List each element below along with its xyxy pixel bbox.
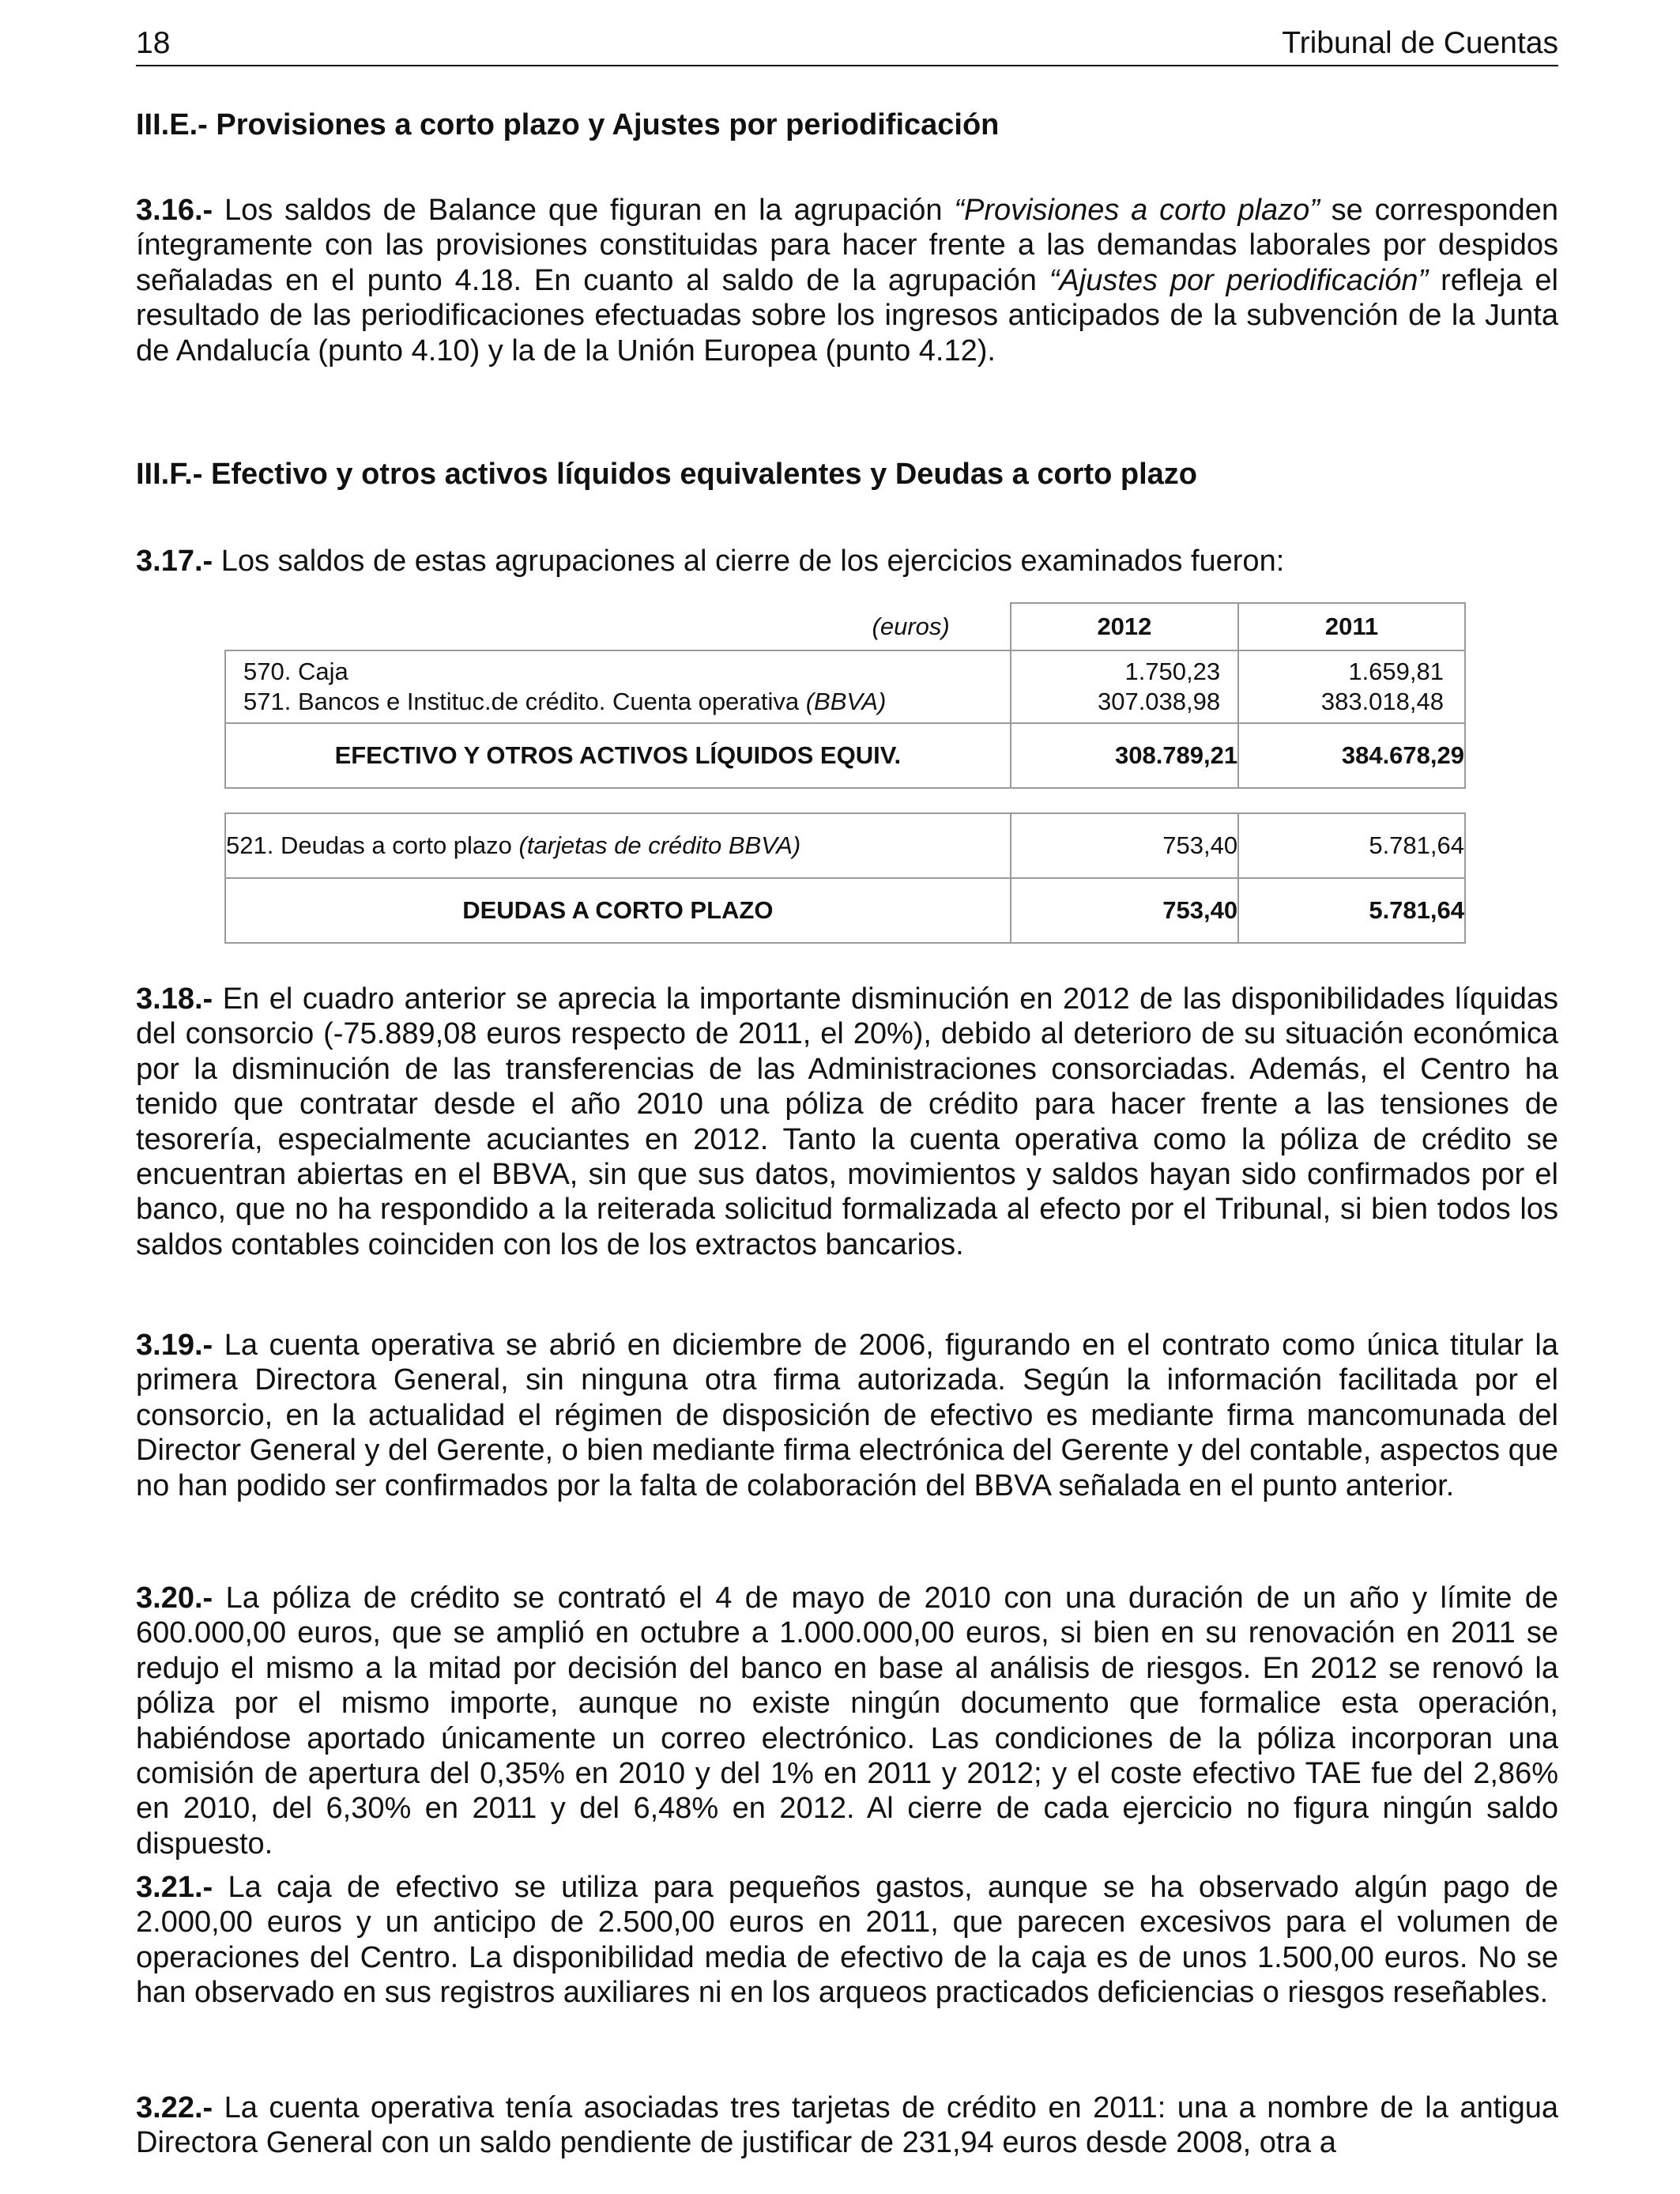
total-value-2011: 5.781,64: [1238, 878, 1465, 943]
paragraph-3-20: [136, 1581, 1558, 1861]
section-heading-iii-f: III.F.- Efectivo y otros activos líquidos equivalentes y Deudas a corto plazo: [136, 458, 1198, 491]
paragraph-number: 3.21.-: [136, 1871, 213, 1904]
table-spacer: [225, 788, 1465, 813]
total-row-deudas: [225, 878, 1465, 943]
paragraph-number: 3.17.-: [136, 545, 213, 578]
paragraph-number: 3.20.-: [136, 1581, 213, 1615]
values-2011-cell: [1238, 650, 1465, 723]
section-heading-iii-e: III.E.- Provisiones a corto plazo y Ajustes por periodificación: [136, 108, 1000, 141]
paragraph-3-19: [136, 1328, 1558, 1503]
italic-term: “Ajustes por periodificación”: [1049, 263, 1429, 297]
paragraph-text: La cuenta operativa se abrió en diciembre de 2006, figurando en el contrato como única titular la primera Directora General, sin ninguna otra firma autorizada. Según la información facilitada por el consorcio, en la actualidad el régimen de disposición de efectivo es mediante firma mancomunada del Director General y del Gerente, o bien mediante firma electrónica del Gerente y del contable, aspectos que no han podido ser confirmados por la falta de colaboración del BBVA señalada en el punto anterior.: [136, 1329, 1558, 1502]
paragraph-number: 3.22.-: [136, 2091, 213, 2124]
values-2012-cell: [1011, 650, 1238, 723]
paragraph-3-17: [136, 544, 1558, 579]
total-value-2011: 384.678,29: [1238, 723, 1465, 788]
total-value-2012: 308.789,21: [1011, 723, 1238, 788]
italic-term: “Provisiones a corto plazo”: [954, 194, 1320, 227]
header-title: Tribunal de Cuentas: [1282, 26, 1558, 60]
column-header-2012: 2012: [1011, 603, 1238, 650]
row-value-2011: 383.018,48: [1320, 688, 1444, 715]
row-value-2011: 5.781,64: [1238, 813, 1465, 878]
table-row: [225, 650, 1465, 723]
paragraph-3-21: [136, 1870, 1558, 2011]
row-value-2012: 753,40: [1011, 813, 1238, 878]
paragraph-text: La caja de efectivo se utiliza para pequeños gastos, aunque se ha observado algún pago de 2.000,00 euros y un anticipo de 2.500,00 euros en 2011, que parecen excesivos para el volumen de operaciones del Centro. La disponibilidad media de efectivo de la caja es de unos 1.500,00 euros. No se han observado en sus registros auxiliares ni en los arqueos practicados deficiencias o riesgos reseñables.: [136, 1871, 1558, 2010]
page-header: [136, 22, 1558, 66]
row-value-2012: 1.750,23: [1124, 658, 1221, 685]
paragraph-3-18: [136, 982, 1558, 1262]
table-row-deudas: [225, 813, 1465, 878]
paragraph-number: 3.19.-: [136, 1329, 213, 1362]
row-value-2011: 1.659,81: [1348, 658, 1444, 685]
paragraph-3-22: [136, 2090, 1558, 2161]
paragraph-text: refleja el resultado de las periodificaciones efectuadas sobre los ingresos anticipados de la subvención de la Junta de Andalucía (punto 4.10) y la de la Unión Europea (punto 4.12).: [136, 263, 1558, 368]
row-value-2012: 307.038,98: [1097, 688, 1221, 715]
unit-label: (euros): [872, 612, 950, 640]
paragraph-text: La cuenta operativa tenía asociadas tres tarjetas de crédito en 2011: una a nombre de la antigua Directora General con un saldo pendiente de justificar de 231,94 euros desde 2008, otra a: [136, 2091, 1558, 2160]
paragraph-number: 3.18.-: [136, 982, 213, 1016]
paragraph-text: La póliza de crédito se contrató el 4 de mayo de 2010 con una duración de un año y límite de 600.000,00 euros, que se amplió en octubre a 1.000.000,00 euros, si bien en su renovación en 2011 se redujo el mismo a la mitad por decisión del banco en base al análisis de riesgos. En 2012 se renovó la póliza por el mismo importe, aunque no existe ningún documento que formalice esta operación, habiéndose aportado únicamente un correo electrónico. Las condiciones de la póliza incorporan una comisión de apertura del 0,35% en 2010 y del 1% en 2011 y 2012; y el coste efectivo TAE fue del 2,86% en 2010, del 6,30% en 2011 y del 6,48% en 2012. Al cierre de cada ejercicio no figura ningún saldo dispuesto.: [136, 1581, 1558, 1860]
row-label: 521. Deudas a corto plazo (tarjetas de crédito BBVA): [225, 813, 1011, 878]
paragraph-text: Los saldos de Balance que figuran en la agrupación: [213, 194, 955, 227]
row-label: 570. Caja: [243, 658, 348, 685]
row-label: 571. Bancos e Instituc.de crédito. Cuenta operativa (BBVA): [243, 688, 887, 715]
table-header-row: [225, 603, 1465, 650]
balances-table: [224, 602, 1466, 944]
page-number: 18: [136, 26, 171, 60]
column-header-2011: 2011: [1238, 603, 1465, 650]
paragraph-text: Los saldos de estas agrupaciones al cierre de los ejercicios examinados fueron:: [213, 545, 1285, 578]
total-label: DEUDAS A CORTO PLAZO: [225, 878, 1011, 943]
row-labels-cell: [225, 650, 1011, 723]
paragraph-text: se corresponden íntegramente con las provisiones constituidas para hacer frente a las demandas laborales por despidos señaladas en el punto 4.18. En cuanto al saldo de la agrupación: [136, 194, 1558, 297]
total-value-2012: 753,40: [1011, 878, 1238, 943]
paragraph-text: En el cuadro anterior se aprecia la importante disminución en 2012 de las disponibilidades líquidas del consorcio (-75.889,08 euros respecto de 2011, el 20%), debido al deterioro de su situación económica por la disminución de las transferencias de las Administraciones consorciadas. Además, el Centro ha tenido que contratar desde el año 2010 una póliza de crédito para hacer frente a las tensiones de tesorería, especialmente acuciantes en 2012. Tanto la cuenta operativa como la póliza de crédito se encuentran abiertas en el BBVA, sin que sus datos, movimientos y saldos hayan sido confirmados por el banco, que no ha respondido a la reiterada solicitud formalizada al efecto por el Tribunal, si bien todos los saldos contables coinciden con los de los extractos bancarios.: [136, 982, 1558, 1261]
paragraph-number: 3.16.-: [136, 194, 213, 227]
paragraph-3-16: [136, 193, 1558, 368]
total-row-efectivo: [225, 723, 1465, 788]
total-label: EFECTIVO Y OTROS ACTIVOS LÍQUIDOS EQUIV.: [225, 723, 1011, 788]
